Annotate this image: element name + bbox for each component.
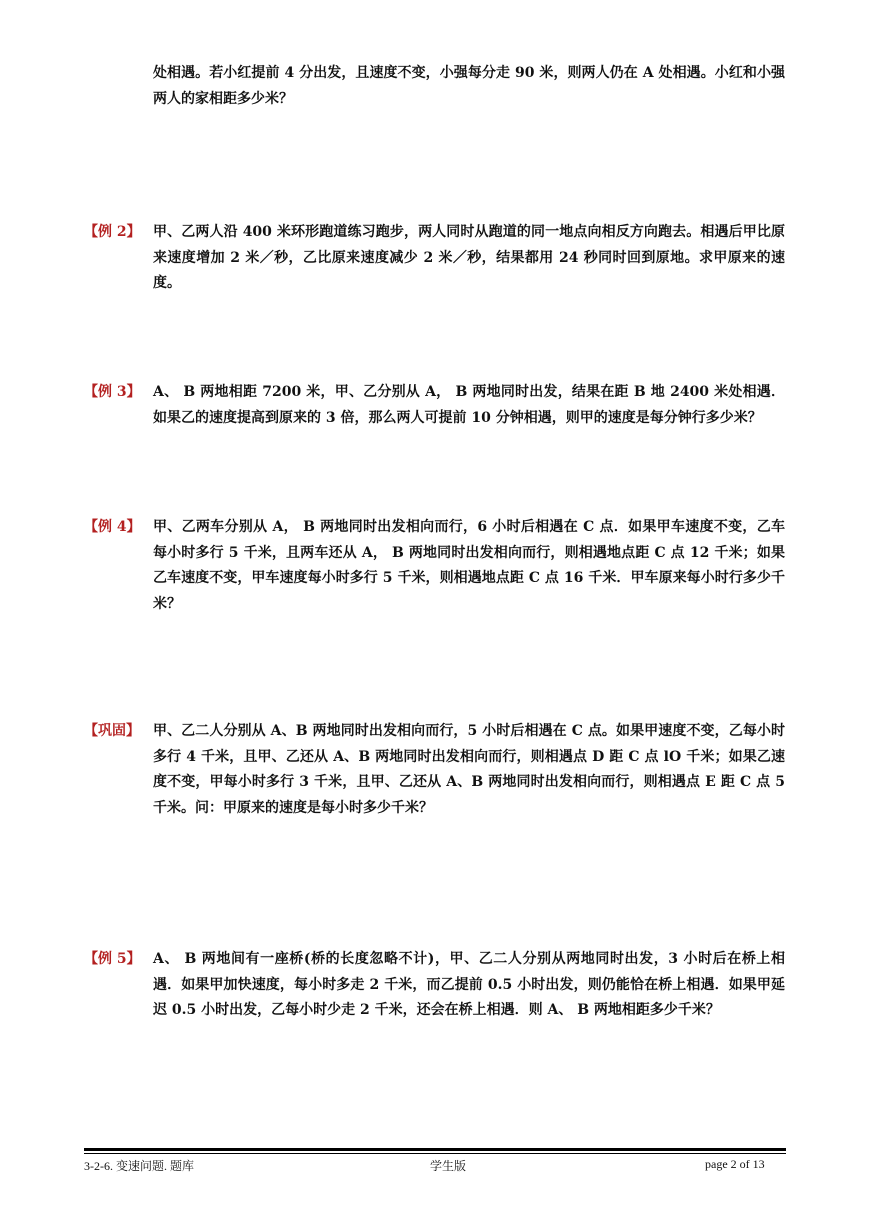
example-text-2: 甲、乙两人沿 400 米环形跑道练习跑步，两人同时从跑道的同一地点向相反方向跑去。相遇后甲比原来速度增加 2 米／秒，乙比原来速度减少 2 米／秒，结果都用 24 秒同时回到原地。求甲原来的速度。 xyxy=(153,224,785,291)
footer-rule-thick xyxy=(84,1148,786,1151)
example-text-4: 甲、乙两车分别从 A， B 两地同时出发相向而行，6 小时后相遇在 C 点．如果甲车速度不变，乙车每小时多行 5 千米，且两车还从 A， B 两地同时出发相向而行，则相遇地点距 C 点 12 千米；如果乙车速度不变，甲车速度每小时多行 5 千米，则相遇地点距 C 点 16 千米．甲车原来每小时行多少千米？ xyxy=(153,519,785,612)
consolidation-text: 甲、乙二人分别从 A、B 两地同时出发相向而行，5 小时后相遇在 C 点。如果甲速度不变，乙每小时多行 4 千米，且甲、乙还从 A、B 两地同时出发相向而行，则相遇点 D 距 C 点 lO 千米；如果乙速度不变，甲每小时多行 3 千米，且甲、乙还从 A、B 两地同时出发相向而行，则相遇点 E 距 C 点 5 千米。问：甲原来的速度是每小时多少千米？ xyxy=(153,723,785,816)
example-label-4: 【例 4】 xyxy=(84,519,141,535)
example-label-5: 【例 5】 xyxy=(84,951,141,967)
consolidation-label: 【巩固】 xyxy=(84,723,140,739)
footer-edition: 学生版 xyxy=(430,1159,467,1173)
example-label-2: 【例 2】 xyxy=(84,224,141,240)
example-label-3: 【例 3】 xyxy=(84,384,141,400)
footer-section-title: 3-2-6. 变速问题. 题库 xyxy=(84,1159,194,1173)
footer-page-number: page 2 of 13 xyxy=(705,1157,765,1171)
example-text-5: A、 B 两地间有一座桥(桥的长度忽略不计)，甲、乙二人分别从两地同时出发，3 小时后在桥上相遇．如果甲加快速度，每小时多走 2 千米，而乙提前 0.5 小时出发，则仍能恰在桥上相遇．如果甲延迟 0.5 小时出发，乙每小时少走 2 千米，还会在桥上相遇．则 A、 B 两地相距多少千米？ xyxy=(153,951,785,1018)
example-text-3: A、 B 两地相距 7200 米，甲、乙分别从 A， B 两地同时出发，结果在距 B 地 2400 米处相遇．如果乙的速度提高到原来的 3 倍，那么两人可提前 10 分钟相遇，则甲的速度是每分钟行多少米？ xyxy=(153,384,785,426)
problem-text-continued: 处相遇。若小红提前 4 分出发，且速度不变，小强每分走 90 米，则两人仍在 A 处相遇。小红和小强两人的家相距多少米？ xyxy=(153,65,785,107)
footer-rule-thin xyxy=(84,1153,786,1154)
